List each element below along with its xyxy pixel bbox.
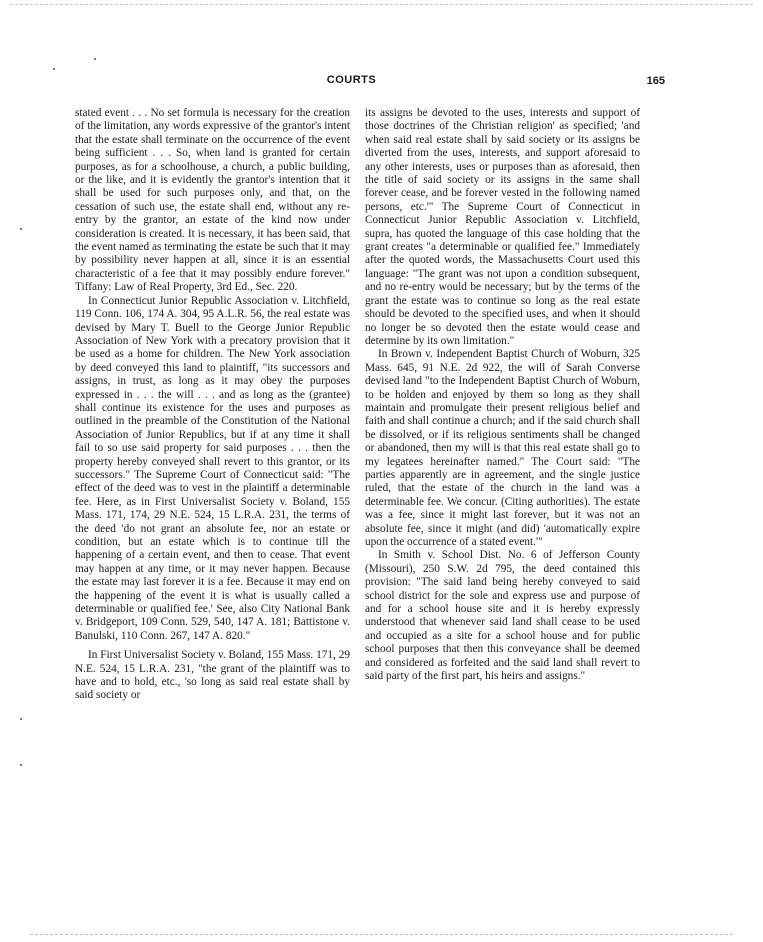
paragraph: In Smith v. School Dist. No. 6 of Jefferson County (Missouri), 250 S.W. 2d 795, the deed contained this provision: "The said land being hereby conveyed to said school district for the sole and express use and purpose of and for a school house site and it is hereby expressly understood that whenever said land shall cease to be used and occupied as a site for a school house and for public school purposes that then this conveyance shall be deemed and considered as forfeited and the said land shall revert to said party of the first part, his heirs and assigns.": [365, 549, 640, 683]
scan-speck: [53, 68, 55, 70]
left-column: [75, 107, 350, 703]
right-column: [365, 107, 640, 683]
paragraph: In First Universalist Society v. Boland, 155 Mass. 171, 29 N.E. 524, 15 L.R.A. 231, "the grant of the plaintiff was to have and to hold, etc., 'so long as said real estate shall by said society or: [75, 649, 350, 702]
scan-speck: [94, 58, 96, 60]
scan-speck: [20, 718, 22, 720]
scan-speck: [20, 764, 22, 766]
running-header-title: COURTS: [326, 74, 377, 86]
paragraph: In Connecticut Junior Republic Association v. Litchfield, 119 Conn. 106, 174 A. 304, 95 A.L.R. 56, the real estate was devised by Mary T. Buell to the George Junior Republic Association of New York with a precatory provision that it be used as a home for children. The New York association by deed conveyed this land to plaintiff, "its successors and assigns, in trust, as long as it may obey the purposes expressed in . . . the will . . . and as long as the (grantee) shall continue its existence for the uses and purposes as outlined in the preamble of the Constitution of the National Association of Junior Republics, but if at any time it shall fail to so use said property for said purposes . . . then the property hereby conveyed shall revert to this grantor, or its successors." The Supreme Court of Connecticut said: "The effect of the deed was to vest in the plaintiff a determinable fee. Here, as in First Universalist Society v. Boland, 155 Mass. 171, 174, 29 N.E. 524, 15 L.R.A. 231, the terms of the deed 'do not grant an absolute fee, nor an estate or condition, but an estate which is to continue till the happening of a certain event, and then to cease. That event may happen at any time, or it may never happen. Because the estate may last forever it is a fee. Because it may end on the happening of the event it is what is usually called a determinable or qualified fee.' See, also City National Bank v. Bridgeport, 109 Conn. 529, 540, 147 A. 181; Battistone v. Banulski, 110 Conn. 267, 147 A. 820.": [75, 294, 350, 642]
paragraph: In Brown v. Independent Baptist Church of Woburn, 325 Mass. 645, 91 N.E. 2d 922, the will of Sarah Converse devised land "to the Independent Baptist Church of Woburn, to be holden and enjoyed by them so long as they shall maintain and promulgate their present religious belief and faith and shall continue a church; and if the said church shall be dissolved, or if its religious sentiments shall be changed or abandoned, then my will is that this real estate shall go to my legatees hereinafter named." The Court said: "The parties apparently are in agreement, and the single justice ruled, that the estate of the church in the land was a determinable fee. We concur. (Citing authorities). The estate was a fee, since it might last forever, but it was not an absolute fee, since it might (and did) 'automatically expire upon the occurrence of a stated event.'": [365, 348, 640, 548]
scan-speck: [20, 228, 22, 230]
bottom-edge-rule: [30, 934, 733, 935]
paragraph: its assigns be devoted to the uses, interests and support of those doctrines of the Christian religion' as specified; 'and when said real estate shall by said society or its assigns be diverted from the uses, interests, and support aforesaid to any other interests, uses or purposes than as aforesaid, then the title of said society or its assigns in the same shall forever cease, and be forever vested in the following named persons, etc.'" The Supreme Court of Connecticut in Connecticut Junior Republic Association v. Litchfield, supra, has quoted the language of this case holding that the grant creates "a determinable or qualified fee." Immediately after the quoted words, the Massachusetts Court used this language: "The grant was not upon a condition subsequent, and no re-entry would be necessary; but by the terms of the grant the estate was to continue so long as the real estate should be devoted to the specified uses, and when it should no longer be so devoted then the estate would cease and determine by its own limitation.": [365, 107, 640, 347]
top-edge-rule: [10, 4, 753, 5]
paragraph: stated event . . . No set formula is necessary for the creation of the limitation, any words expressive of the grantor's intent that the estate shall terminate on the occurrence of the event being sufficient . . . So, when land is granted for certain purposes, as for a schoolhouse, a church, a public building, or the like, and it is evidently the grantor's intention that it shall be used for such purposes only, and that, on the cessation of such use, the estate shall end, without any re-entry by the grantor, an estate of the kind now under consideration is created. It is necessary, it has been said, that the event named as terminating the estate be such that it may by possibility never happen at all, since it is an essential characteristic of a fee that it may possibly endure forever." Tiffany: Law of Real Property, 3rd Ed., Sec. 220.: [75, 107, 350, 294]
page-number: 165: [646, 75, 665, 87]
